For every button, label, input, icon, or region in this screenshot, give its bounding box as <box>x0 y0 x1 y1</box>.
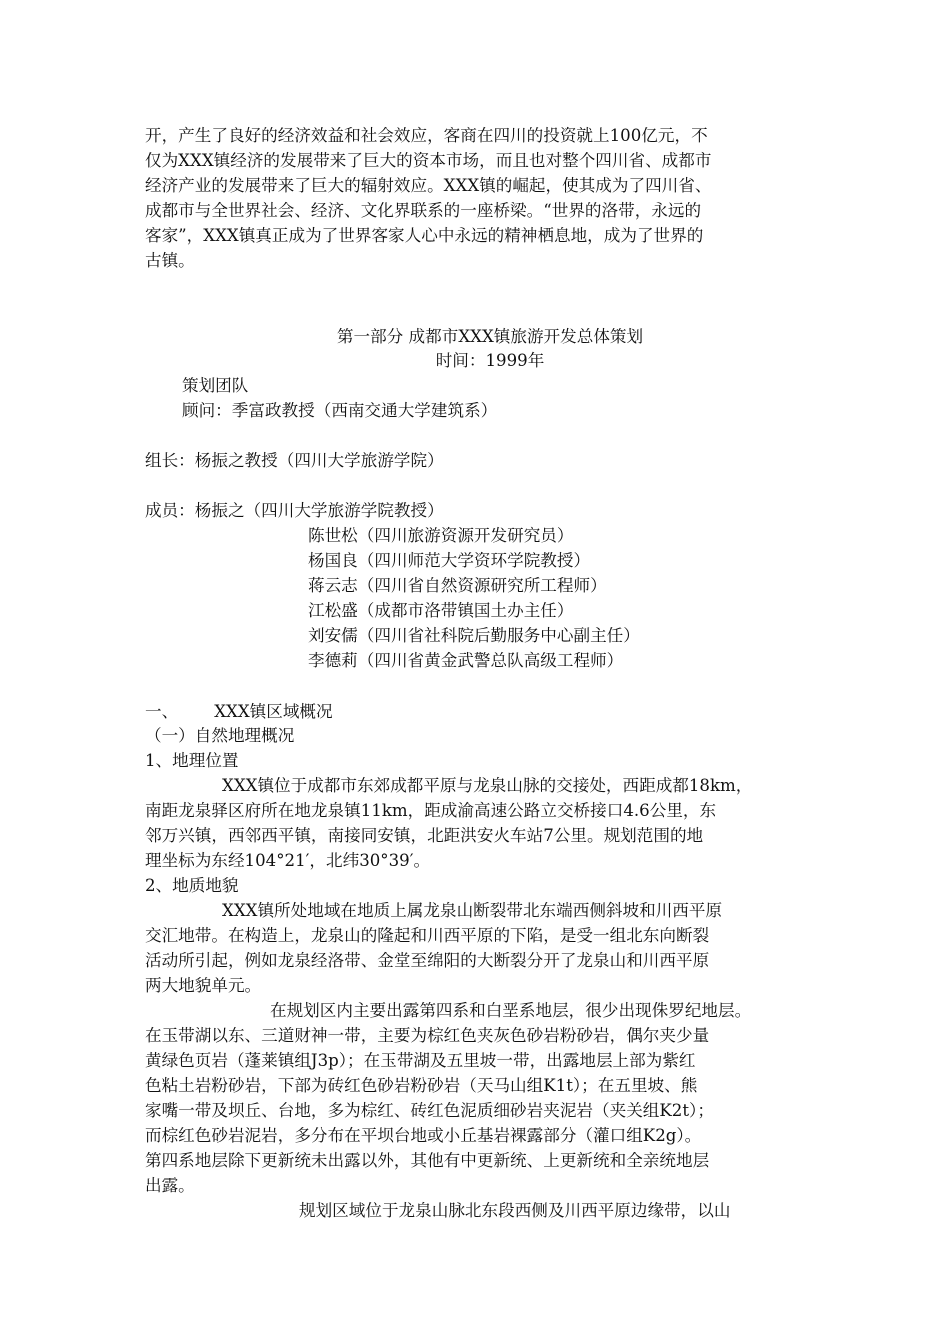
strata-line: 在玉带湖以东、三道财神一带，主要为棕红色夹灰色砂岩粉砂岩，偶尔夹少量 <box>145 1026 710 1045</box>
members-label: 成员： <box>145 501 195 520</box>
member-item: 蒋云志（四川省自然资源研究所工程师） <box>308 576 607 595</box>
strata-line: 出露。 <box>145 1176 195 1195</box>
member-item: 陈世松（四川旅游资源开发研究员） <box>308 526 574 545</box>
part-time: 时间：1999年 <box>435 351 545 370</box>
member-item: 江松盛（成都市洛带镇国土办主任） <box>308 601 574 620</box>
member-item: 刘安儒（四川省社科院后勤服务中心副主任） <box>308 626 640 645</box>
team-advisor: 顾问：季富政教授（西南交通大学建筑系） <box>182 401 498 420</box>
team-heading: 策划团队 <box>182 376 249 395</box>
geology-line: XXX镇所处地域在地质上属龙泉山断裂带北东端西侧斜坡和川西平原 <box>222 901 723 920</box>
strata-line: 第四系地层除下更新统未出露以外，其他有中更新统、上更新统和全亲统地层 <box>145 1151 710 1170</box>
member-item: 李德莉（四川省黄金武警总队高级工程师） <box>308 651 624 670</box>
geology-line: 活动所引起，例如龙泉经洛带、金堂至绵阳的大断裂分开了龙泉山和川西平原 <box>145 951 710 970</box>
intro-line: 开，产生了良好的经济效益和社会效应，客商在四川的投资就上100亿元，不 <box>145 126 708 145</box>
team-members-first <box>145 499 444 523</box>
intro-line: 经济产业的发展带来了巨大的辐射效应。XXX镇的崛起，使其成为了四川省、 <box>145 176 712 195</box>
section-title: XXX镇区域概况 <box>214 702 333 721</box>
heading-location: 1、地理位置 <box>145 751 239 770</box>
part-title: 第一部分 成都市XXX镇旅游开发总体策划 <box>336 327 644 346</box>
strata-line: 黄绿色页岩（蓬莱镇组J3p）；在玉带湖及五里坡一带，出露地层上部为紫红 <box>145 1051 696 1070</box>
intro-line: 客家”，XXX镇真正成为了世界客家人心中永远的精神栖息地，成为了世界的 <box>145 226 704 245</box>
location-line: 邻万兴镇，西邻西平镇，南接同安镇，北距洪安火车站7公里。规划范围的地 <box>145 826 704 845</box>
intro-line: 古镇。 <box>145 251 195 270</box>
last-line: 规划区域位于龙泉山脉北东段西侧及川西平原边缘带，以山 <box>299 1201 731 1220</box>
heading-geology: 2、地质地貌 <box>145 876 239 895</box>
intro-line: 仅为XXX镇经济的发展带来了巨大的资本市场，而且也对整个四川省、成都市 <box>145 151 712 170</box>
geology-line: 交汇地带。在构造上，龙泉山的隆起和川西平原的下陷，是受一组北东向断裂 <box>145 926 710 945</box>
geology-line: 两大地貌单元。 <box>145 976 262 995</box>
section-heading <box>145 700 333 724</box>
strata-line: 在规划区内主要出露第四系和白垩系地层，很少出现侏罗纪地层。 <box>270 1001 752 1020</box>
subsection-heading: （一）自然地理概况 <box>145 726 295 745</box>
location-line: XXX镇位于成都市东郊成都平原与龙泉山脉的交接处，西距成都18km， <box>222 776 753 795</box>
member-item: 杨国良（四川师范大学资环学院教授） <box>308 551 591 570</box>
strata-line: 家嘴一带及坝丘、台地，多为棕红、砖红色泥质细砂岩夹泥岩（夹关组K2t）； <box>145 1101 714 1120</box>
strata-line: 而棕红色砂岩泥岩，多分布在平坝台地或小丘基岩裸露部分（灌口组K2g）。 <box>145 1126 702 1145</box>
location-line: 理坐标为东经104°21′，北纬30°39′。 <box>145 851 431 870</box>
team-leader: 组长：杨振之教授（四川大学旅游学院） <box>145 451 444 470</box>
member-item: 杨振之（四川大学旅游学院教授） <box>194 501 444 520</box>
intro-line: 成都市与全世界社会、经济、文化界联系的一座桥梁。“世界的洛带，永远的 <box>145 201 702 220</box>
location-line: 南距龙泉驿区府所在地龙泉镇11km，距成渝高速公路立交桥接口4.6公里，东 <box>145 801 717 820</box>
section-number: 一、 <box>145 702 179 721</box>
strata-line: 色粘土岩粉砂岩，下部为砖红色砂岩粉砂岩（天马山组K1t）；在五里坡、熊 <box>145 1076 698 1095</box>
